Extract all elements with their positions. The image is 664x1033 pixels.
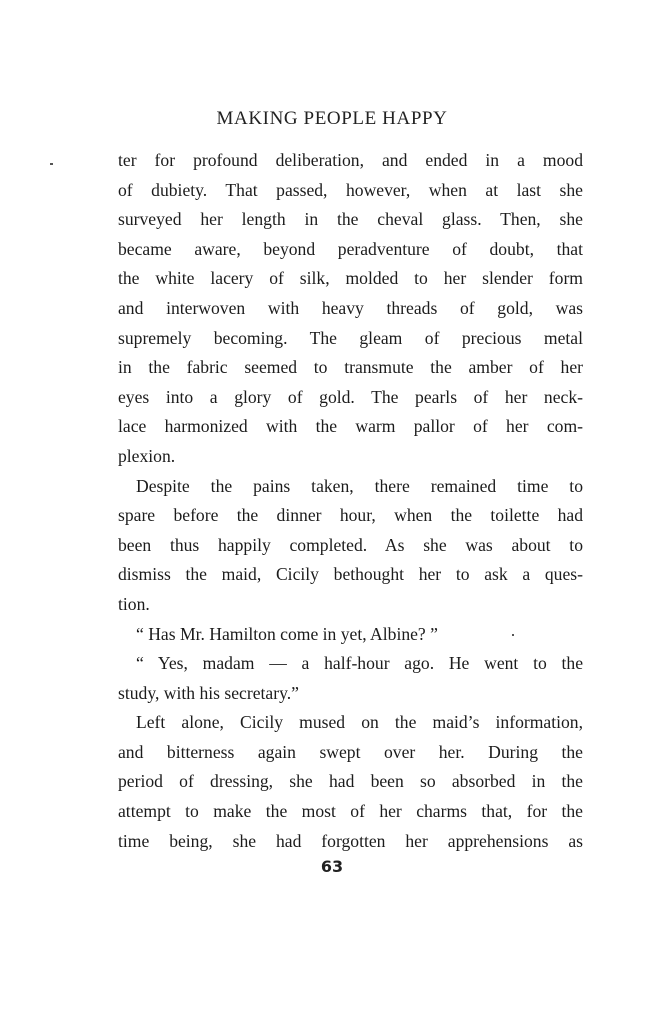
text-line: became aware, beyond peradventure of doubt, that	[118, 238, 583, 259]
text-line: and bitterness again swept over her. During the	[118, 741, 583, 762]
text-line: ter for profound deliberation, and ended in a mood	[118, 150, 583, 170]
text-line: Left alone, Cicily mused on the maid’s information,	[136, 712, 583, 733]
text-line: “ Has Mr. Hamilton come in yet, Albine? ”	[136, 623, 438, 644]
text-line: attempt to make the most of her charms that, for the	[118, 801, 583, 822]
margin-speck	[50, 163, 53, 165]
text-line: supremely becoming. The gleam of precious metal	[118, 327, 583, 348]
text-line: period of dressing, she had been so absorbed in the	[118, 771, 583, 792]
text-line: Despite the pains taken, there remained time to	[136, 475, 583, 496]
page-number: 63	[320, 857, 344, 876]
text-line: spare before the dinner hour, when the toilette had	[118, 505, 583, 526]
text-line: in the fabric seemed to transmute the amber of her	[118, 357, 583, 378]
text-line: eyes into a glory of gold. The pearls of her neck-	[118, 386, 583, 407]
text-line: time being, she had forgotten her apprehensions as	[118, 830, 583, 851]
text-line: the white lacery of silk, molded to her slender form	[118, 268, 583, 289]
running-head: MAKING PEOPLE HAPPY	[216, 108, 448, 129]
text-line: dismiss the maid, Cicily bethought her to ask a ques-	[118, 564, 583, 585]
text-line: plexion.	[118, 445, 176, 466]
text-line: lace harmonized with the warm pallor of her com-	[118, 416, 583, 437]
text-line: and interwoven with heavy threads of gold, was	[118, 297, 583, 318]
text-line: “ Yes, madam — a half-hour ago. He went to the	[136, 653, 583, 674]
text-line: surveyed her length in the cheval glass. Then, she	[118, 209, 583, 230]
text-line: been thus happily completed. As she was about to	[118, 534, 583, 555]
text-line: tion.	[118, 593, 150, 614]
text-line: of dubiety. That passed, however, when at last she	[118, 179, 583, 200]
body-text	[118, 146, 583, 856]
text-line: study, with his secretary.”	[118, 682, 299, 703]
